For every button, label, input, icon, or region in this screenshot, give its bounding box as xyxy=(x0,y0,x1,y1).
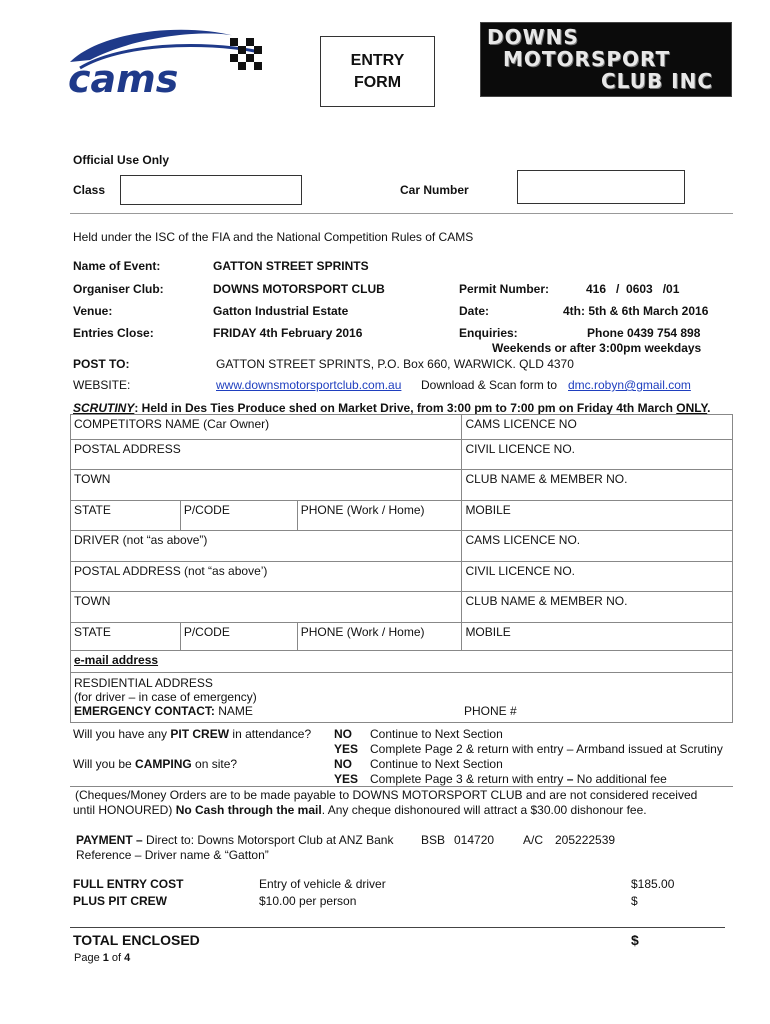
email-link[interactable]: dmc.robyn@gmail.com xyxy=(568,378,691,392)
emergency-contact-label: EMERGENCY CONTACT: xyxy=(74,704,215,718)
driver-town-field[interactable]: TOWN xyxy=(71,592,462,623)
cheque-note-line1: (Cheques/Money Orders are to be made payable to DOWNS MOTORSPORT CLUB and are not considered received xyxy=(75,788,698,802)
divider xyxy=(70,927,725,928)
camping-yes-b: No additional fee xyxy=(573,772,667,786)
scrutiny-end: . xyxy=(707,401,711,415)
page-current: 1 xyxy=(102,952,109,964)
club-logo-line1: DOWNS xyxy=(487,25,579,49)
camping-yes-text xyxy=(370,772,667,786)
scrutiny-details: : Held in Des Ties Produce shed on Market Drive, from 3:00 pm to 7:00 pm on Friday 4th March xyxy=(134,401,677,415)
pit-crew-yes[interactable]: YES xyxy=(334,742,359,756)
full-entry-amount: $185.00 xyxy=(631,877,675,891)
emergency-contact-row xyxy=(74,704,729,718)
camping-q-a: Will you be xyxy=(73,757,136,771)
pit-crew-desc: $10.00 per person xyxy=(259,894,357,908)
cams-logo-text: cams xyxy=(68,57,179,101)
cheque-note-line2 xyxy=(73,803,647,817)
full-entry-desc: Entry of vehicle & driver xyxy=(259,877,386,891)
entry-form-line1: ENTRY xyxy=(350,51,405,69)
driver-club-member-field[interactable]: CLUB NAME & MEMBER NO. xyxy=(462,592,733,623)
camping-q-bold: CAMPING xyxy=(135,757,192,771)
pit-crew-q-bold: PIT CREW xyxy=(170,727,230,741)
table-row xyxy=(71,623,733,651)
payment-label: PAYMENT – xyxy=(76,833,143,847)
event-name-label: Name of Event: xyxy=(73,259,161,273)
postal-address-field[interactable]: POSTAL ADDRESS xyxy=(71,440,462,470)
website-label: WEBSITE: xyxy=(73,378,131,392)
scrutiny-label: SCRUTINY xyxy=(73,401,135,415)
pit-crew-no-text: Continue to Next Section xyxy=(370,727,503,741)
permit-label: Permit Number: xyxy=(459,282,550,296)
ac-label: A/C xyxy=(523,833,544,847)
competitors-name-field[interactable]: COMPETITORS NAME (Car Owner) xyxy=(71,415,462,440)
date-value: 4th: 5th & 6th March 2016 xyxy=(563,304,709,318)
organiser-value: DOWNS MOTORSPORT CLUB xyxy=(213,282,385,296)
entries-close-label: Entries Close: xyxy=(73,326,154,340)
page-total: 4 xyxy=(124,952,131,964)
post-to-value: GATTON STREET SPRINTS, P.O. Box 660, WARWICK. QLD 4370 xyxy=(216,357,574,371)
official-use-title: Official Use Only xyxy=(73,153,170,167)
scrutiny-text xyxy=(73,401,711,415)
pit-crew-amount[interactable]: $ xyxy=(631,894,638,908)
phone-field[interactable]: PHONE (Work / Home) xyxy=(297,501,462,531)
table-row xyxy=(71,592,733,623)
table-row xyxy=(71,415,733,440)
camping-question xyxy=(73,757,237,771)
cheque-note-bold: No Cash through the mail xyxy=(175,803,322,817)
pit-crew-yes-text: Complete Page 2 & return with entry – Armband issued at Scrutiny xyxy=(370,742,723,756)
entries-close-value: FRIDAY 4th February 2016 xyxy=(213,326,363,340)
bsb-label: BSB xyxy=(421,833,446,847)
page-of: of xyxy=(108,952,125,964)
driver-state-field[interactable]: STATE xyxy=(71,623,181,651)
car-number-label: Car Number xyxy=(400,183,469,197)
camping-yes-a: Complete Page 3 & return with entry xyxy=(370,772,567,786)
camping-no-text: Continue to Next Section xyxy=(370,757,503,771)
driver-postal-address-field[interactable]: POSTAL ADDRESS (not “as above’) xyxy=(71,562,462,592)
pit-crew-q-b: in attendance? xyxy=(229,727,312,741)
bsb-value: 014720 xyxy=(454,833,495,847)
camping-yes[interactable]: YES xyxy=(334,772,359,786)
venue-value: Gatton Industrial Estate xyxy=(213,304,349,318)
pcode-field[interactable]: P/CODE xyxy=(180,501,297,531)
website-link[interactable]: www.downsmotorsportclub.com.au xyxy=(216,378,402,392)
post-to-label: POST TO: xyxy=(73,357,130,371)
table-row xyxy=(71,651,733,673)
class-field[interactable] xyxy=(120,175,302,205)
pit-crew-question xyxy=(73,727,311,741)
club-logo-line3: CLUB INC xyxy=(601,69,714,93)
enquiries-note: Weekends or after 3:00pm weekdays xyxy=(492,341,702,355)
mobile-field[interactable]: MOBILE xyxy=(462,501,733,531)
for-driver-label: (for driver – in case of emergency) xyxy=(74,690,257,704)
pit-crew-q-a: Will you have any xyxy=(73,727,171,741)
entry-form-line2: FORM xyxy=(353,73,402,91)
table-row xyxy=(71,440,733,470)
divider xyxy=(70,786,733,787)
club-member-field[interactable]: CLUB NAME & MEMBER NO. xyxy=(462,470,733,501)
page-number xyxy=(74,952,130,964)
enquiries-phone: Phone 0439 754 898 xyxy=(587,326,701,340)
camping-no[interactable]: NO xyxy=(334,757,352,771)
table-row xyxy=(71,531,733,562)
driver-field[interactable]: DRIVER (not “as above”) xyxy=(71,531,462,562)
car-number-field[interactable] xyxy=(517,170,685,204)
venue-label: Venue: xyxy=(73,304,113,318)
enquiries-label: Enquiries: xyxy=(459,326,518,340)
emergency-name-label: NAME xyxy=(218,704,253,718)
total-enclosed-amount[interactable]: $ xyxy=(631,932,639,948)
camping-q-b: on site? xyxy=(191,757,238,771)
emergency-phone-label: PHONE # xyxy=(464,704,517,718)
state-field[interactable]: STATE xyxy=(71,501,181,531)
pit-crew-label: PLUS PIT CREW xyxy=(73,894,168,908)
residential-address-label: RESDIENTIAL ADDRESS xyxy=(74,676,213,690)
cams-logo xyxy=(60,22,280,102)
emergency-contact-field[interactable] xyxy=(71,673,733,723)
cams-logo-graphic xyxy=(60,22,280,102)
class-label: Class xyxy=(73,183,106,197)
driver-civil-licence-field[interactable]: CIVIL LICENCE NO. xyxy=(462,562,733,592)
club-logo-line2: MOTORSPORT xyxy=(503,47,671,71)
page-text: Page xyxy=(74,952,103,964)
full-entry-label: FULL ENTRY COST xyxy=(73,877,184,891)
table-row xyxy=(71,501,733,531)
date-label: Date: xyxy=(459,304,490,318)
cheque-note-c: . Any cheque dishonoured will attract a $30.00 dishonour fee. xyxy=(321,803,647,817)
download-text: Download & Scan form to xyxy=(421,378,558,392)
entry-form-title xyxy=(320,36,435,107)
event-name-value: GATTON STREET SPRINTS xyxy=(213,259,369,273)
permit-value: 416 / 0603 /01 xyxy=(586,282,680,296)
payment-reference: Reference – Driver name & “Gatton” xyxy=(76,848,269,862)
club-logo xyxy=(480,22,732,97)
cams-licence-field[interactable]: CAMS LICENCE NO xyxy=(462,415,733,440)
divider xyxy=(70,213,733,214)
town-field[interactable]: TOWN xyxy=(71,470,462,501)
scrutiny-only: ONLY xyxy=(676,401,708,415)
ac-value: 205222539 xyxy=(555,833,616,847)
payment-line xyxy=(76,833,393,847)
table-row xyxy=(71,673,733,723)
driver-cams-licence-field[interactable]: CAMS LICENCE NO. xyxy=(462,531,733,562)
pit-crew-no[interactable]: NO xyxy=(334,727,352,741)
cheque-note-a: until HONOURED) xyxy=(73,803,176,817)
driver-phone-field[interactable]: PHONE (Work / Home) xyxy=(297,623,462,651)
entry-details-table xyxy=(70,414,733,723)
email-address-label: e-mail address xyxy=(74,653,159,667)
email-address-field[interactable] xyxy=(71,651,733,673)
civil-licence-field[interactable]: CIVIL LICENCE NO. xyxy=(462,440,733,470)
driver-pcode-field[interactable]: P/CODE xyxy=(180,623,297,651)
table-row xyxy=(71,470,733,501)
camping-yes-dash: – xyxy=(566,772,574,786)
organiser-label: Organiser Club: xyxy=(73,282,164,296)
table-row xyxy=(71,562,733,592)
held-under-text: Held under the ISC of the FIA and the National Competition Rules of CAMS xyxy=(73,230,474,244)
payment-text: Direct to: Downs Motorsport Club at ANZ Bank xyxy=(142,833,394,847)
driver-mobile-field[interactable]: MOBILE xyxy=(462,623,733,651)
total-enclosed-label: TOTAL ENCLOSED xyxy=(73,932,200,948)
